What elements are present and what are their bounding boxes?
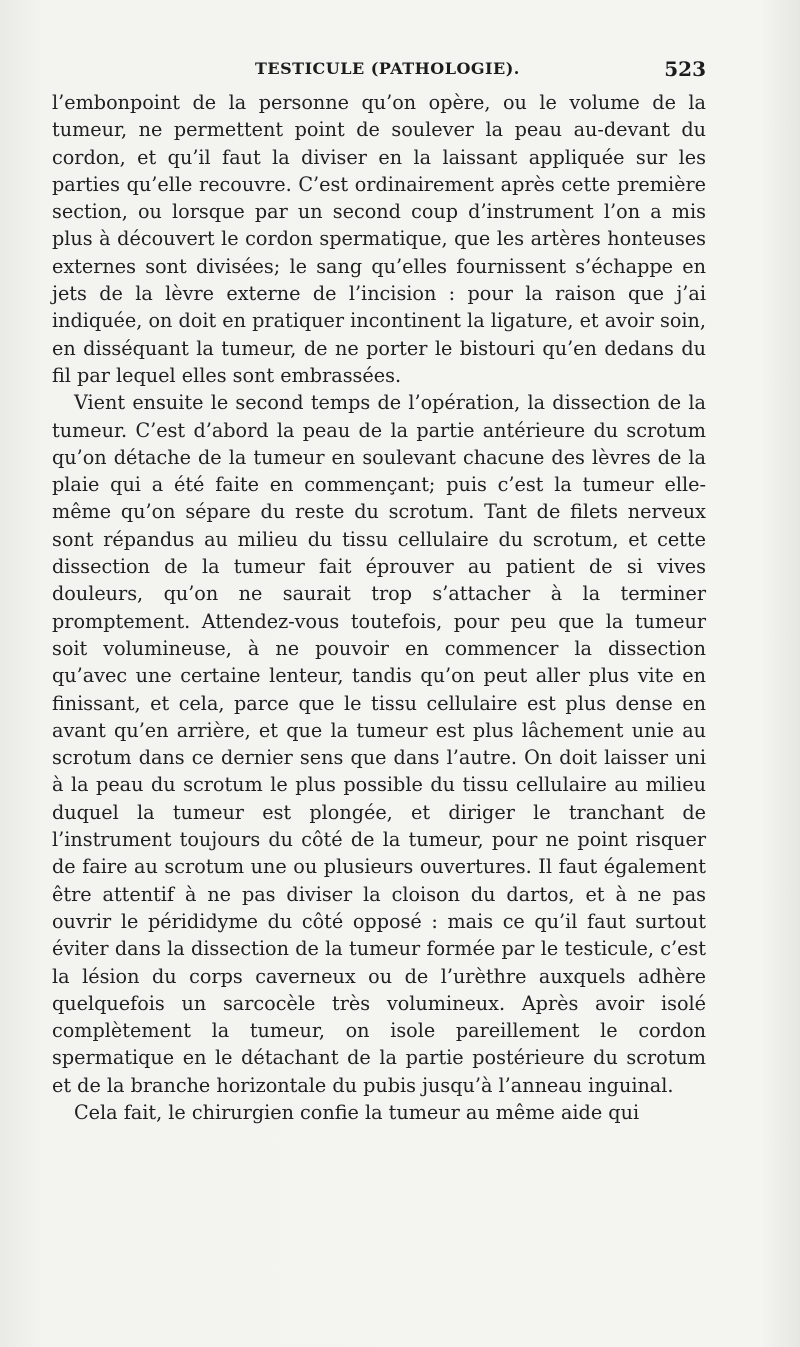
body-text [52,89,706,1126]
page-header [52,57,706,85]
running-title: TESTICULE (PATHOLOGIE). [255,59,520,78]
paragraph-dissection: Vient ensuite le second temps de l’opération, la dissection de la tumeur. C’est d’abord la peau de la partie antérieure du scrotum qu’on détache de la tumeur en soulevant chacune des lèvres de la plaie qui a été faite en commençant; puis c’est la tumeur elle-même qu’on sépare du reste du scrotum. Tant de filets nerveux sont répandus au milieu du tissu cellulaire du scrotum, et cette dissection de la tumeur fait éprouver au patient de si vives douleurs, qu’on ne saurait trop s’attacher à la terminer promptement. Attendez-vous toutefois, pour peu que la tumeur soit volumineuse, à ne pouvoir en commencer la dissection qu’avec une certaine lenteur, tandis qu’on peut aller plus vite en finissant, et cela, parce que le tissu cellulaire est plus dense en avant qu’en arrière, et que la tumeur est plus lâchement unie au scrotum dans ce dernier sens que dans l’autre. On doit laisser uni à la peau du scrotum le plus possible du tissu cellulaire au milieu duquel la tumeur est plongée, et diriger le tranchant de l’instrument toujours du côté de la tumeur, pour ne point risquer de faire au scrotum une ou plusieurs ouvertures. Il faut également être attentif à ne pas diviser la cloison du dartos, et à ne pas ouvrir le pérididyme du côté opposé : mais ce qu’il faut surtout éviter dans la dissection de la tumeur formée par le testicule, c’est la lésion du corps caverneux ou de l’urèthre auxquels adhère quelquefois un sarcocèle très volumineux. Après avoir isolé complètement la tumeur, on isole pareillement le cordon spermatique en le détachant de la partie postérieure du scrotum et de la branche horizontale du pubis jusqu’à l’anneau inguinal. [52,391,706,1097]
page-number: 523 [664,57,706,81]
paragraph-next: Cela fait, le chirurgien confie la tumeur au même aide qui [74,1100,640,1124]
paragraph-continuation: l’embonpoint de la personne qu’on opère, ou le volume de la tumeur, ne permettent point de soulever la peau au-devant du cordon, et qu’il faut la diviser en la laissant appliquée sur les parties qu’elle recouvre. C’est ordinairement après cette première section, ou lorsque par un second coup d’instrument l’on a mis plus à découvert le cordon spermatique, que les artères honteuses externes sont divisées; le sang qu’elles fournissent s’échappe en jets de la lèvre externe de l’incision : pour la raison que j’ai indiquée, on doit en pratiquer incontinent la ligature, et avoir soin, en disséquant la tumeur, de ne porter le bistouri qu’en dedans du fil par lequel elles sont embrassées. [52,91,706,387]
